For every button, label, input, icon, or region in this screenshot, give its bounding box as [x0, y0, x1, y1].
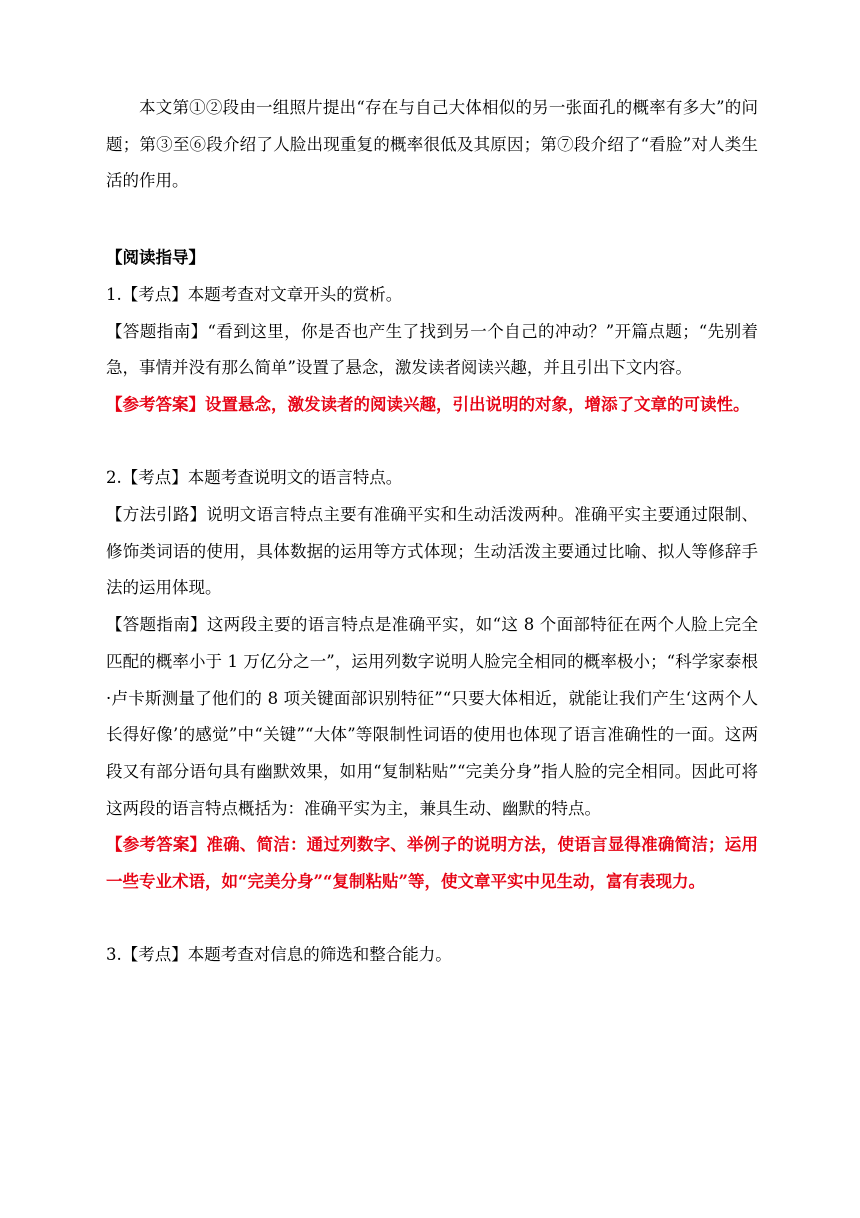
spacer [106, 200, 758, 240]
q2-kaodian: 2.【考点】本题考查说明文的语言特点。 [106, 468, 403, 488]
q1-answer-guide: 【答题指南】“看到这里，你是否也产生了找到另一个自己的冲动？”开篇点题；“先别着急，事情并没有那么简单”设置了悬念，激发读者阅读兴趣，并且引出下文内容。 [106, 321, 758, 378]
q2-method-guide: 【方法引路】说明文语言特点主要有准确平实和生动活泼两种。准确平实主要通过限制、修饰类词语的使用，具体数据的运用等方式体现；生动活泼主要通过比喻、拟人等修辞手法的运用体现。 [106, 505, 758, 598]
spacer [106, 901, 758, 938]
summary-paragraph: 本文第①②段由一组照片提出“存在与自己大体相似的另一张面孔的概率有多大”的问题；第③至⑥段介绍了人脸出现重复的概率很低及其原因；第⑦段介绍了“看脸”对人类生活的作用。 [106, 98, 758, 191]
q2-answer-guide: 【答题指南】这两段主要的语言特点是准确平实，如“这 8 个面部特征在两个人脸上完全匹配的概率小于 1 万亿分之一”，运用列数字说明人脸完全相同的概率极小；“科学家泰根·卢卡斯测量了他们的 8 项关键面部识别特征”“只要大体相近，就能让我们产生‘这两个人长得好像’的感觉”中“关键”“大体”等限制性词语的使用也体现了语言准确性的一面。这两段又有部分语句具有幽默效果，如用“复制粘贴”“完美分身”指人脸的完全相同。因此可将这两段的语言特点概括为：准确平实为主，兼具生动、幽默的特点。 [106, 615, 758, 818]
guide-heading: 【阅读指导】 [106, 248, 205, 268]
document-body [106, 90, 758, 974]
q3-kaodian: 3.【考点】本题考查对信息的筛选和整合能力。 [106, 945, 452, 965]
q2-reference-answer: 【参考答案】准确、简洁：通过列数字、举例子的说明方法，使语言显得准确简洁；运用一些专业术语，如“完美分身”“复制粘贴”等，使文章平实中见生动，富有表现力。 [106, 835, 758, 892]
spacer [106, 424, 758, 461]
q1-reference-answer: 【参考答案】设置悬念，激发读者的阅读兴趣，引出说明的对象，增添了文章的可读性。 [106, 394, 750, 414]
q1-kaodian: 1.【考点】本题考查对文章开头的赏析。 [106, 284, 403, 304]
